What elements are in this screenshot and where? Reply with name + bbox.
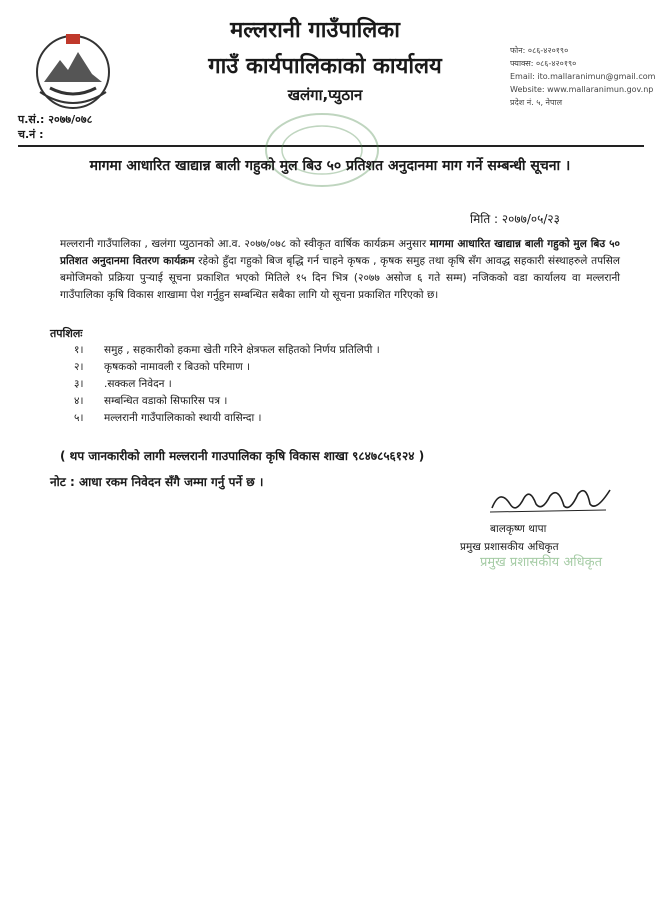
- item-text: .सक्कल निवेदन ।: [104, 378, 172, 390]
- signer-title: प्रमुख प्रशासकीय अधिकृत: [460, 541, 559, 553]
- nepal-emblem-icon: [30, 30, 116, 112]
- fax-text: फ्याक्स: ०८६-४२०१९०: [510, 59, 577, 68]
- province-text: प्रदेश नं. ५, नेपाल: [510, 98, 563, 107]
- item-text: मल्लरानी गाउँपालिकाको स्थायी वासिन्दा ।: [104, 412, 262, 424]
- municipality-name: मल्लरानी गाउँपालिका: [230, 18, 400, 43]
- item-number: ३।: [74, 378, 84, 390]
- phone-text: फोन: ०८६-४२०१९०: [510, 46, 569, 55]
- item-text: समुह , सहकारीको हकमा खेती गरिने क्षेत्रफल सहितको निर्णय प्रतिलिपी ।: [104, 344, 380, 356]
- payment-note: नोट : आधा रकम निवेदन सँगै जम्मा गर्नु पर्ने छ ।: [50, 475, 264, 489]
- item-number: १।: [74, 344, 84, 356]
- body-bold-program: मागमा आधारित खाद्यान्न बाली गहुको मुल बिउ ५० प्रतिशत अनुदानमा वितरण कार्यक्रम: [60, 238, 620, 267]
- list-item: [74, 376, 534, 393]
- list-item: [74, 359, 534, 376]
- item-number: ४।: [74, 395, 84, 407]
- requirements-list: [74, 342, 534, 427]
- dispatch-number: च.नं :: [18, 128, 44, 141]
- notice-date: मिति : २०७७/०५/२३: [470, 212, 560, 226]
- website-text: Website: www.mallaranimun.gov.np: [510, 85, 654, 94]
- office-stamp-icon: [262, 110, 382, 190]
- item-text: सम्बन्धित वडाको सिफारिस पत्र ।: [104, 395, 228, 407]
- title-stamp: प्रमुख प्रशासकीय अधिकृत: [480, 555, 603, 570]
- signer-name: बालकृष्ण थापा: [490, 523, 547, 535]
- notice-subject: मागमा आधारित खाद्यान्न बाली गहुको मुल बिउ ५० प्रतिशत अनुदानमा माग गर्ने सम्बन्धी सूचना ।: [89, 158, 571, 174]
- list-item: [74, 393, 534, 410]
- body-part-2: रहेको हुँदा गहुको बिज बृद्धि गर्न चाहने कृषक , कृषक समुह तथा कृषि सँग आवद्ध सहकारी संस्थाहरुले तपसिल बमोजिमको प्रक्रिया पुऱ्याई सूचना प्रकाशित भएको मितिले १५ दिन भित्र (२०७७ असोज ६ गते सम्म) नजिकको वडा कार्यालय वा मल्लरानी गाउँपालिका कृषि विकास शाखामा पेश गर्नुहुन सम्बन्धित सबैका लागि यो सूचना प्रकाशित गरिएको छ।: [60, 255, 620, 301]
- item-number: २।: [74, 361, 84, 373]
- details-heading: तपशिलः: [50, 327, 83, 340]
- reference-number: प.सं.: २०७७/०७८: [18, 113, 93, 126]
- notice-body: [60, 236, 620, 304]
- contact-block: [510, 44, 662, 109]
- email-text: Email: ito.mallaranimun@gmail.com: [510, 72, 656, 81]
- signature-icon: [486, 482, 616, 518]
- list-item: [74, 410, 534, 427]
- office-name: गाउँ कार्यपालिकाको कार्यालय: [208, 54, 442, 79]
- office-location: खलंगा,प्युठान: [287, 86, 363, 104]
- contact-note: ( थप जानकारीको लागी मल्लरानी गाउपालिका कृषि विकास शाखा ९८४७८५६१२४ ): [60, 449, 425, 463]
- body-part-1: मल्लरानी गाउँपालिका , खलंगा प्युठानको आ.व. २०७७/०७८ को स्वीकृत वार्षिक कार्यक्रम अनुसार: [60, 238, 430, 250]
- item-number: ५।: [74, 412, 84, 424]
- item-text: कृषकको नामावली र बिउको परिमाण ।: [104, 361, 250, 373]
- list-item: [74, 342, 534, 359]
